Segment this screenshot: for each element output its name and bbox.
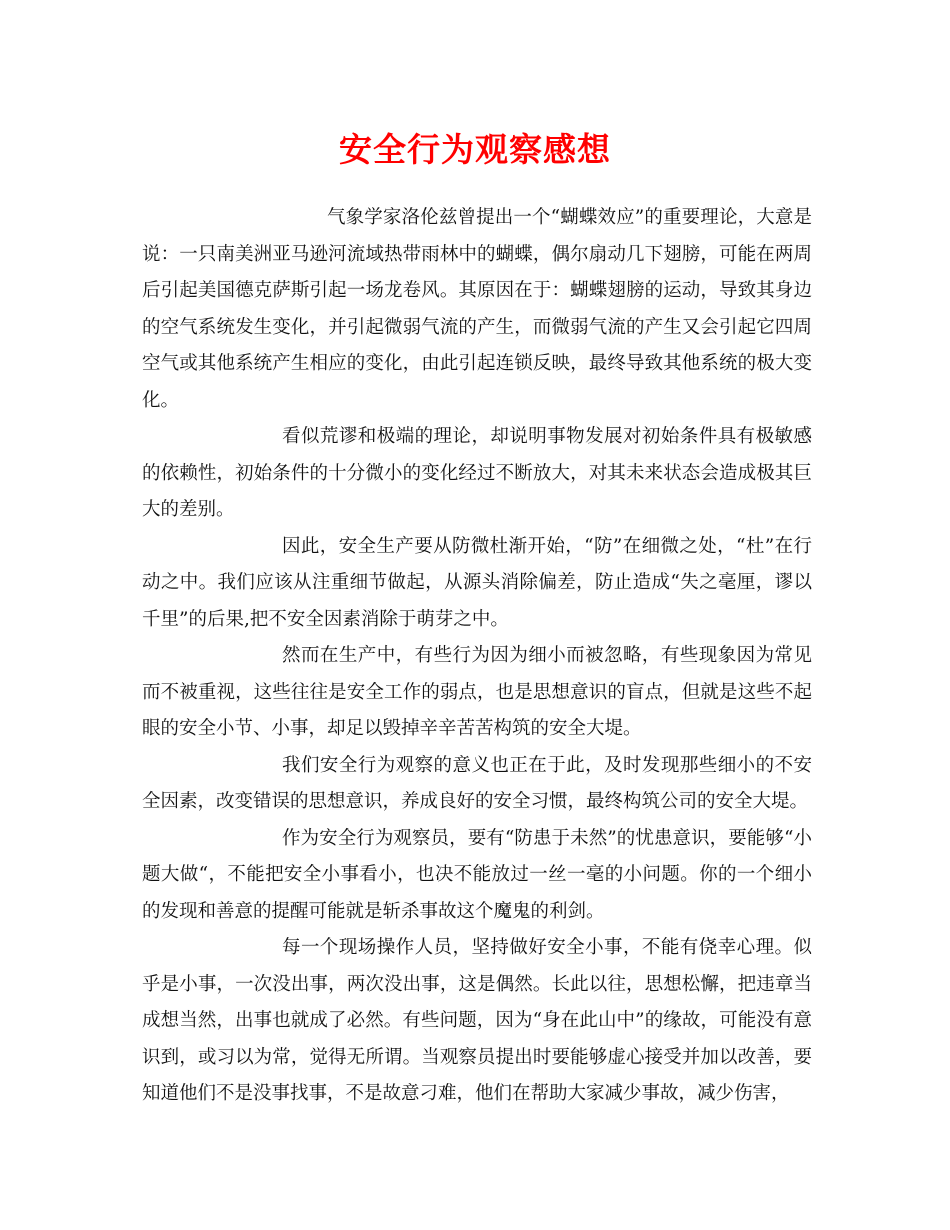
document-body: [142, 200, 812, 1113]
paragraph-neglected-details: 然而在生产中，有些行为因为细小而被忽略，有些现象因为常见而不被重视，这些往往是安全工作的弱点，也是思想意识的盲点，但就是这些不起眼的安全小节、小事，却足以毁掉辛辛苦苦构筑的安全大堤。: [142, 645, 812, 739]
paragraph-observation-meaning: 我们安全行为观察的意义也正在于此，及时发现那些细小的不安全因素，改变错误的思想意识，养成良好的安全习惯，最终构筑公司的安全大堤。: [142, 754, 812, 812]
paragraph-observer-role: 作为安全行为观察员，要有“防患于未然”的忧患意识，要能够“小题大做“，不能把安全小事看小，也决不能放过一丝一毫的小问题。你的一个细小的发现和善意的提醒可能就是斩杀事故这个魔鬼的利剑。: [142, 827, 812, 922]
document-title: 安全行为观察感想: [339, 130, 611, 169]
paragraph-sensitivity: 看似荒谬和极端的理论，却说明事物发展对初始条件具有极敏感的依赖性，初始条件的十分微小的变化经过不断放大，对其未来状态会造成极其巨大的差别。: [142, 426, 812, 520]
paragraph-prevention: 因此，安全生产要从防微杜渐开始，“防”在细微之处，“杜”在行动之中。我们应该从注重细节做起，从源头消除偏差，防止造成“失之毫厘，谬以千里”的后果,把不安全因素消除于萌芽之中。: [142, 535, 812, 630]
paragraph-operators: 每一个现场操作人员，坚持做好安全小事，不能有侥幸心理。似乎是小事，一次没出事，两次没出事，这是偶然。长此以往，思想松懈，把违章当成想当然，出事也就成了必然。有些问题，因为“身在此山中”的缘故，可能没有意识到，或习以为常，觉得无所谓。当观察员提出时要能够虚心接受并加以改善，要知道他们不是没事找事，不是故意刁难，他们在帮助大家减少事故，减少伤害，: [142, 937, 812, 1104]
paragraph-butterfly-effect: 气象学家洛伦兹曾提出一个“蝴蝶效应”的重要理论，大意是说：一只南美洲亚马逊河流域热带雨林中的蝴蝶，偶尔扇动几下翅膀，可能在两周后引起美国德克萨斯引起一场龙卷风。其原因在于：蝴蝶翅膀的运动，导致其身边的空气系统发生变化，并引起微弱气流的产生，而微弱气流的产生又会引起它四周空气或其他系统产生相应的变化，由此引起连锁反映，最终导致其他系统的极大变化。: [142, 207, 812, 411]
